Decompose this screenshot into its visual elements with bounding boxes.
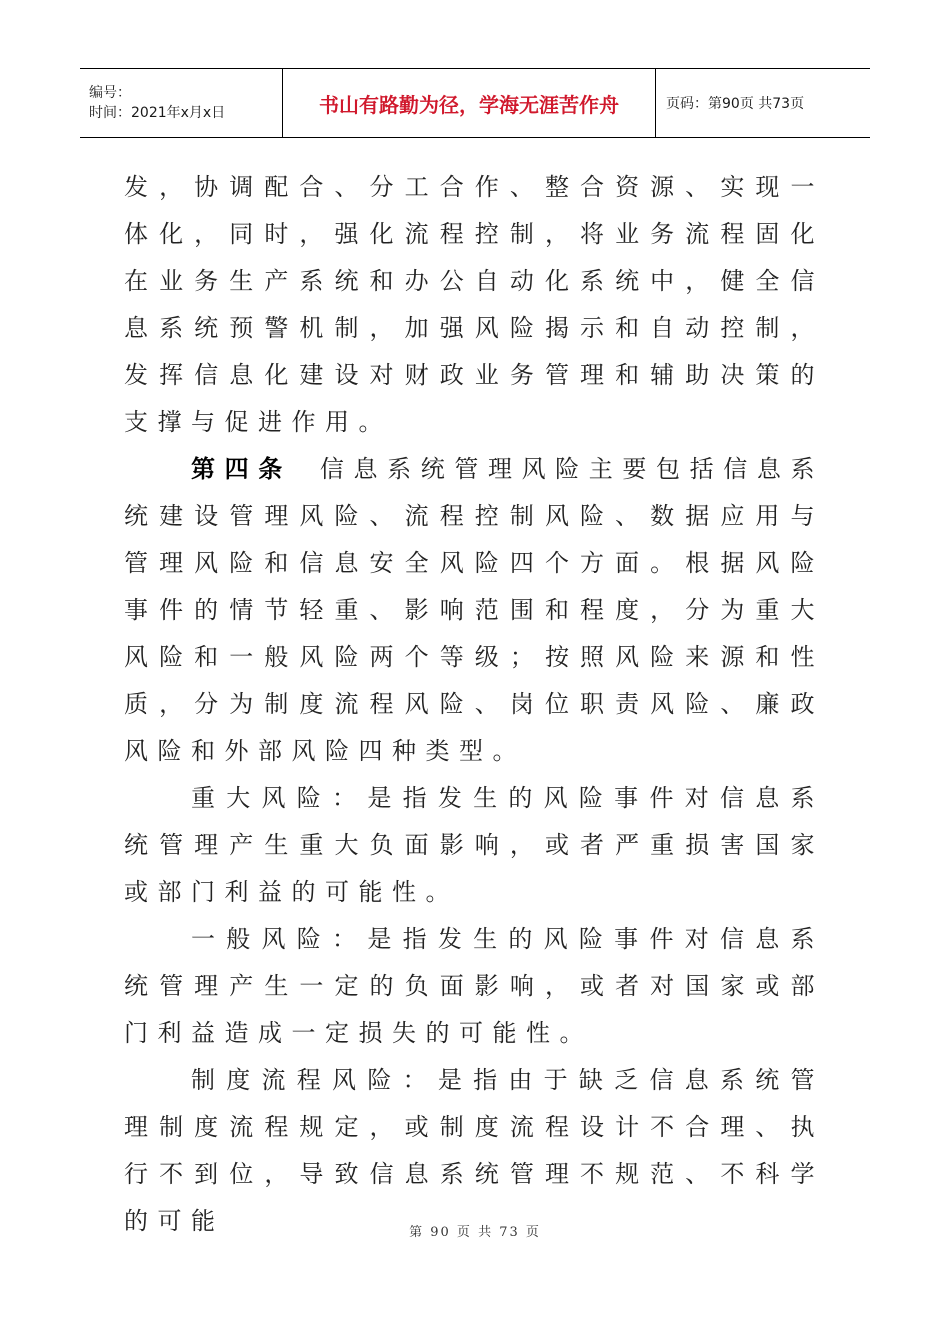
header-page-info [656, 69, 870, 137]
paragraph-process-risk: 制度流程风险：是指由于缺乏信息系统管理制度流程规定，或制度流程设计不合理、执行不到位，导致信息系统管理不规范、不科学的可能 [124, 1066, 824, 1235]
doc-date-label: 时间：2021年x月x日 [89, 105, 226, 121]
page-header [80, 68, 870, 138]
paragraph-continuation: 发，协调配合、分工合作、整合资源、实现一体化，同时，强化流程控制，将业务流程固化在业务生产系统和办公自动化系统中，健全信息系统预警机制，加强风险揭示和自动控制，发挥信息化建设对财政业务管理和辅助决策的支撑与促进作用。 [124, 173, 824, 436]
header-meta [80, 69, 283, 137]
footer-page-number: 第 90 页 共 73 页 [409, 1225, 541, 1240]
paragraph-major-risk: 重大风险：是指发生的风险事件对信息系统管理产生重大负面影响，或者严重损害国家或部门利益的可能性。 [124, 784, 824, 906]
page-footer [0, 1221, 950, 1240]
paragraph-article-4 [124, 446, 824, 775]
article-4-text: 信息系统管理风险主要包括信息系统建设管理风险、流程控制风险、数据应用与管理风险和信息安全风险四个方面。根据风险事件的情节轻重、影响范围和程度，分为重大风险和一般风险两个等级；按照风险来源和性质，分为制度流程风险、岗位职责风险、廉政风险和外部风险四种类型。 [124, 455, 825, 765]
motto-text: 书山有路勤为径，学海无涯苦作舟 [319, 92, 619, 117]
header-motto [283, 69, 656, 137]
doc-number-label: 编号： [89, 85, 131, 101]
document-body [124, 164, 824, 1245]
article-4-title: 第四条 [191, 455, 292, 483]
page-info-text: 页码：第90页 共73页 [666, 96, 805, 112]
paragraph-general-risk: 一般风险：是指发生的风险事件对信息系统管理产生一定的负面影响，或者对国家或部门利益造成一定损失的可能性。 [124, 925, 824, 1047]
